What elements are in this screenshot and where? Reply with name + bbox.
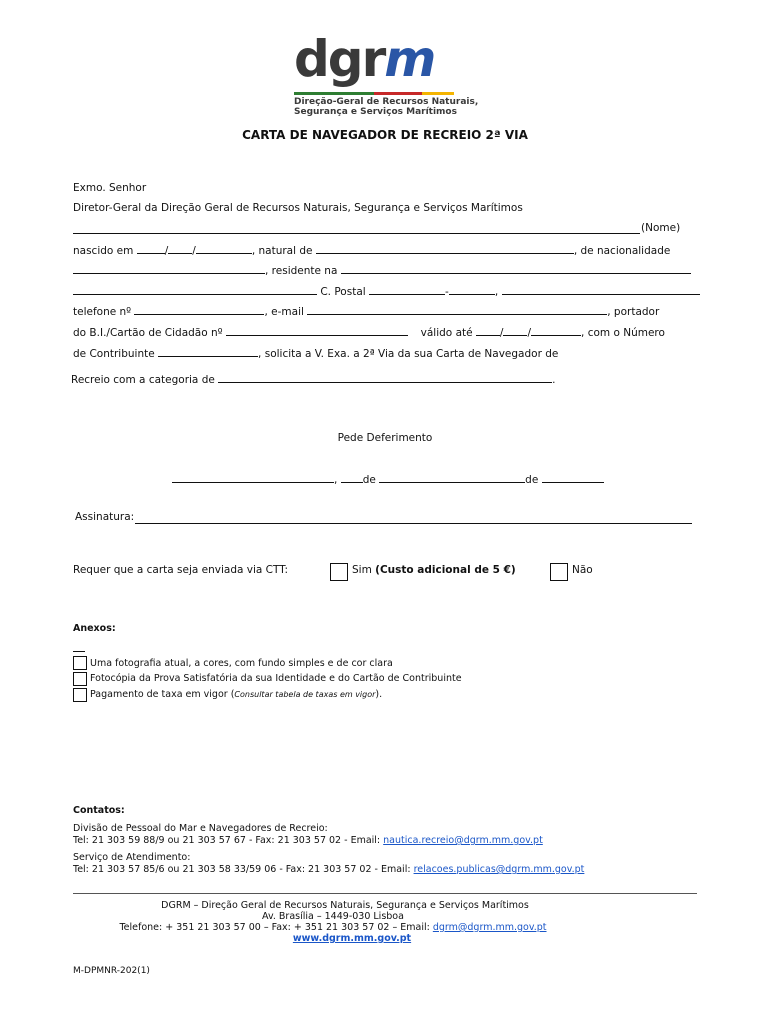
ctt-question: Requer que a carta seja enviada via CTT: (73, 564, 289, 576)
anexo-checkbox-1[interactable] (73, 656, 87, 670)
division-email-link[interactable]: nautica.recreio@dgrm.mm.gov.pt (383, 835, 543, 846)
signature-label: Assinatura: (75, 511, 135, 523)
anexo-item-3: Pagamento de taxa em vigor (Consultar tabela de taxas em vigor). (90, 689, 383, 700)
email-field[interactable] (307, 304, 607, 315)
footer-line2: Av. Brasília – 1449-030 Lisboa (262, 911, 404, 922)
postal-code-field[interactable] (369, 284, 445, 295)
id-number-field[interactable] (226, 325, 408, 336)
valid-month-field[interactable] (503, 325, 527, 336)
natural-field[interactable] (316, 243, 574, 254)
anexo-checkbox-2[interactable] (73, 672, 87, 686)
place-field[interactable] (172, 472, 334, 483)
date-month-field[interactable] (379, 472, 525, 483)
date-line: , de de (172, 472, 604, 486)
phone-field[interactable] (134, 304, 264, 315)
addressee: Diretor-Geral da Direção Geral de Recursos Naturais, Segurança e Serviços Marítimos (73, 202, 523, 214)
ctt-no-checkbox[interactable] (550, 563, 568, 581)
division-contact: Tel: 21 303 59 88/9 ou 21 303 57 67 - Fax: 21 303 57 02 - Email: nautica.recreio@dgrm.mm.gov.pt (73, 835, 543, 846)
tax-number-field[interactable] (158, 346, 258, 357)
footer-line3: Telefone: + 351 21 303 57 00 – Fax: + 351 21 303 57 02 – Email: dgrm@dgrm.mm.gov.pt (119, 922, 547, 933)
salutation: Exmo. Senhor (73, 182, 147, 194)
address-field[interactable] (341, 263, 691, 274)
nationality-field[interactable] (73, 263, 265, 274)
signature-field[interactable] (135, 523, 692, 524)
page-title: CARTA DE NAVEGADOR DE RECREIO 2ª VIA (242, 128, 528, 142)
document-reference: M-DPMNR-202(1) (73, 966, 150, 976)
category-line: Recreio com a categoria de . (71, 374, 556, 386)
birth-month-field[interactable] (168, 243, 192, 254)
valid-year-field[interactable] (531, 325, 581, 336)
footer-line1: DGRM – Direção Geral de Recursos Naturais, Segurança e Serviços Marítimos (161, 900, 529, 911)
date-day-field[interactable] (341, 472, 363, 483)
attendance-email-link[interactable]: relacoes.publicas@dgrm.mm.gov.pt (413, 864, 585, 875)
category-field[interactable] (218, 372, 552, 383)
valid-day-field[interactable] (476, 325, 500, 336)
footer-divider (73, 893, 697, 894)
id-line: do B.I./Cartão de Cidadão nº válido até / / , com o Número (73, 327, 665, 339)
logo-word: dgrm (294, 30, 435, 88)
address-cont-field[interactable] (73, 284, 317, 295)
postal-ext-field[interactable] (449, 284, 495, 295)
anexo-item-2: Fotocópia da Prova Satisfatória da sua Identidade e do Cartão de Contribuinte (90, 673, 462, 684)
date-year-field[interactable] (542, 472, 604, 483)
anexos-divider (73, 651, 85, 652)
name-label: (Nome) (641, 222, 681, 234)
attendance-contact: Tel: 21 303 57 85/6 ou 21 303 58 33/59 06 - Fax: 21 303 57 02 - Email: relacoes.publicas@dgrm.mm.gov.pt (73, 864, 585, 875)
attendance-title: Serviço de Atendimento: (73, 852, 191, 863)
ctt-yes-checkbox[interactable] (330, 563, 348, 581)
footer-email-link[interactable]: dgrm@dgrm.mm.gov.pt (432, 922, 547, 933)
logo-flag-stripe (294, 92, 454, 95)
footer-web-link[interactable]: www.dgrm.mm.gov.pt (292, 933, 412, 944)
residence-line: , residente na (73, 263, 691, 277)
phone-line: telefone nº , e-mail , portador (73, 306, 660, 318)
ctt-no-label: Não (572, 564, 593, 576)
deferimento: Pede Deferimento (337, 432, 433, 444)
anexo-checkbox-3[interactable] (73, 688, 87, 702)
locality-field[interactable] (502, 284, 700, 295)
birth-line: nascido em / / , natural de , de nacionalidade (73, 245, 671, 257)
logo-line1: Direção-Geral de Recursos Naturais, (294, 97, 479, 107)
ctt-yes-label: Sim (Custo adicional de 5 €) (352, 564, 516, 576)
name-field[interactable] (73, 233, 640, 234)
logo (294, 30, 479, 118)
birth-year-field[interactable] (196, 243, 252, 254)
contatos-title: Contatos: (73, 805, 125, 816)
division-title: Divisão de Pessoal do Mar e Navegadores de Recreio: (73, 823, 328, 834)
footer-web (0, 933, 704, 944)
anexo-item-1: Uma fotografia atual, a cores, com fundo simples e de cor clara (90, 658, 393, 669)
postal-line: C. Postal - , (73, 284, 700, 298)
birth-day-field[interactable] (137, 243, 165, 254)
tax-line: de Contribuinte , solicita a V. Exa. a 2ª Via da sua Carta de Navegador de (73, 348, 559, 360)
anexos-title: Anexos: (73, 623, 116, 634)
logo-line2: Segurança e Serviços Marítimos (294, 107, 457, 117)
